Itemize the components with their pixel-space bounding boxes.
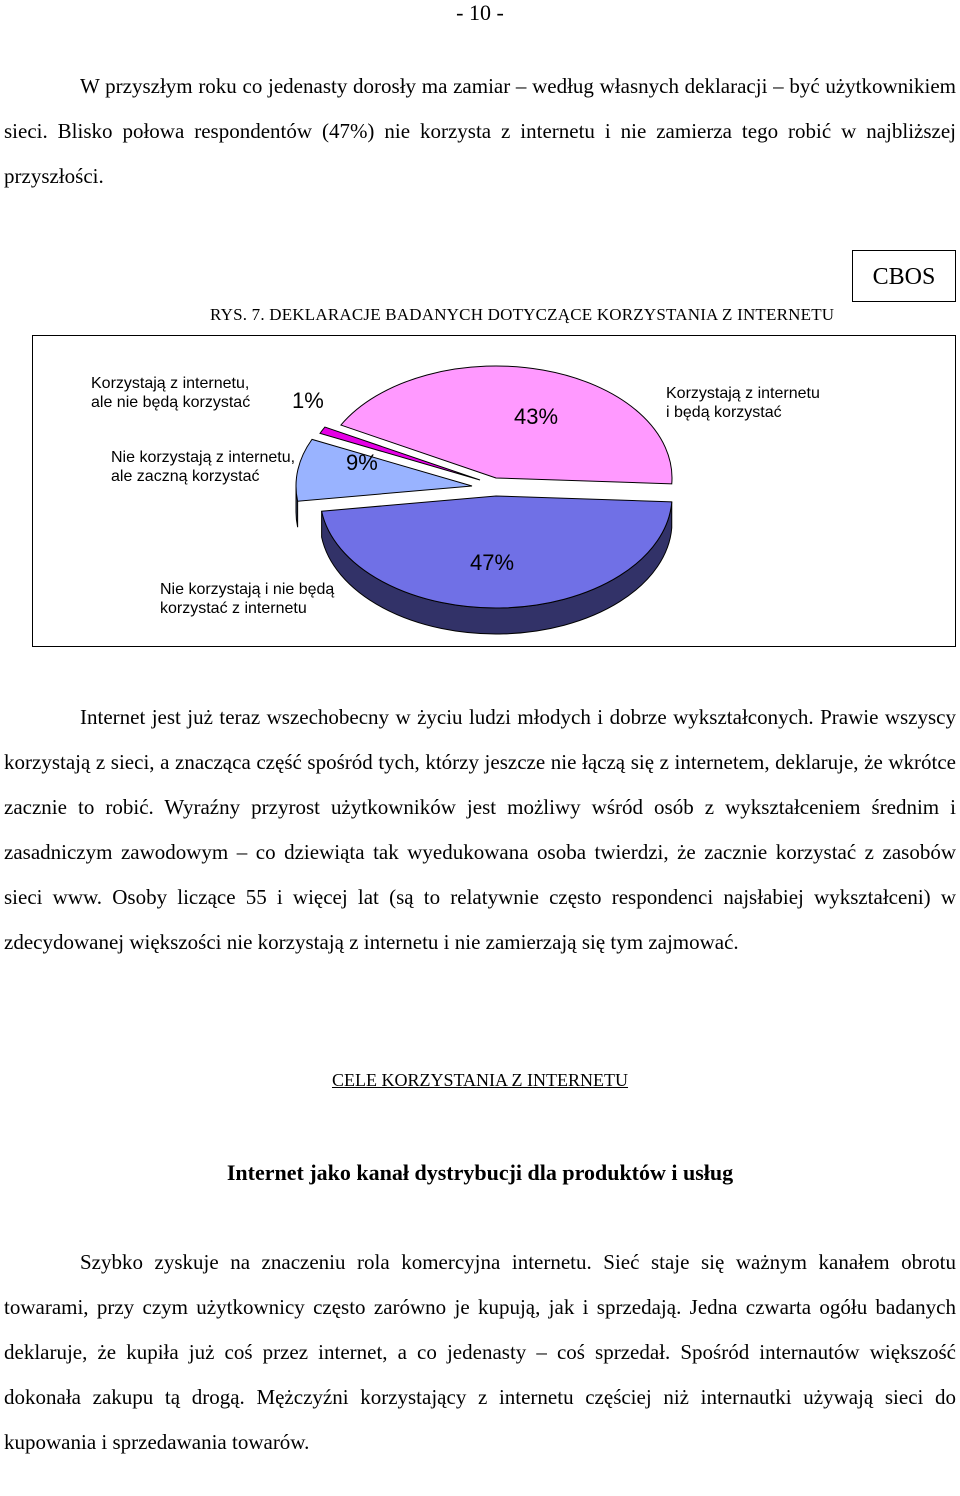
slice-label-korzystaja-beda — [666, 384, 820, 422]
slice-label-line: Korzystają z internetu, — [91, 375, 250, 392]
slice-value-1: 1% — [292, 388, 324, 413]
slice-label-line: ale zaczną korzystać — [111, 468, 260, 485]
slice-label-line: ale nie będą korzystać — [91, 394, 251, 411]
body-text: Internet jest już teraz wszechobecny w życiu ludzi młodych i dobrze wykształconych. Prawie wszyscy korzystają z sieci, a znacząca część spośród tych, którzy jeszcze nie łączą się z internetem, deklaruje, że wkrótce zacznie to robić. Wyraźny przyrost użytkowników jest możliwy wśród osób z wykształceniem średnim i zasadniczym zawodowym – co dziewiąta tak wyedukowana osoba twierdzi, że zacznie korzystać z zasobów sieci www. Osoby liczące 55 i więcej lat (są to relatywnie często respondenci najsłabiej wykształceni) w zdecydowanej większości nie korzystają z internetu i nie zamierzają się tym zajmować. — [4, 705, 956, 954]
slice-label-line: Nie korzystają z internetu, — [111, 449, 296, 466]
body-paragraph — [4, 695, 956, 965]
slice-label-line: Nie korzystają i nie będą — [160, 581, 335, 598]
slice-value-43: 43% — [514, 404, 559, 429]
figure-caption: RYS. 7. DEKLARACJE BADANYCH DOTYCZĄCE KORZYSTANIA Z INTERNETU — [210, 305, 835, 324]
subsection-title: Internet jako kanał dystrybucji dla produktów i usług — [226, 1160, 734, 1185]
slice-label-line: korzystać z internetu — [160, 600, 307, 617]
body2-text: Szybko zyskuje na znaczeniu rola komercyjna internetu. Sieć staje się ważnym kanałem obrotu towarami, przy czym użytkownicy często zarówno je kupują, jak i sprzedają. Jedna czwarta ogółu badanych deklaruje, że kupiła już coś przez internet, a co jedenasty – coś sprzedał. Spośród internautów większość dokonała zakupu tą drogą. Mężczyźni korzystający z internetu częściej niż internautki używają sieci do kupowania i sprzedawania towarów. — [4, 1250, 956, 1454]
slice-value-9: 9% — [346, 450, 378, 475]
slice-label-line: Korzystają z internetu — [666, 385, 820, 402]
slice-label-korzystaja-nie-beda — [91, 374, 250, 412]
slice-value-47: 47% — [470, 550, 515, 575]
body2-paragraph — [4, 1240, 956, 1465]
slice-label-zaczna — [111, 448, 295, 486]
slice-label-nie-korzystaja — [160, 580, 334, 618]
figure-source-box: CBOS — [852, 250, 956, 302]
intro-text: W przyszłym roku co jedenasty dorosły ma zamiar – według własnych deklaracji – być użytkownikiem sieci. Blisko połowa respondentów (47%) nie korzysta z internetu i nie zamierza tego robić w najbliższej przyszłości. — [4, 74, 956, 188]
section-title: CELE KORZYSTANIA Z INTERNETU — [331, 1070, 629, 1090]
slice-label-line: i będą korzystać — [666, 404, 782, 421]
page-number: - 10 - — [456, 0, 504, 25]
